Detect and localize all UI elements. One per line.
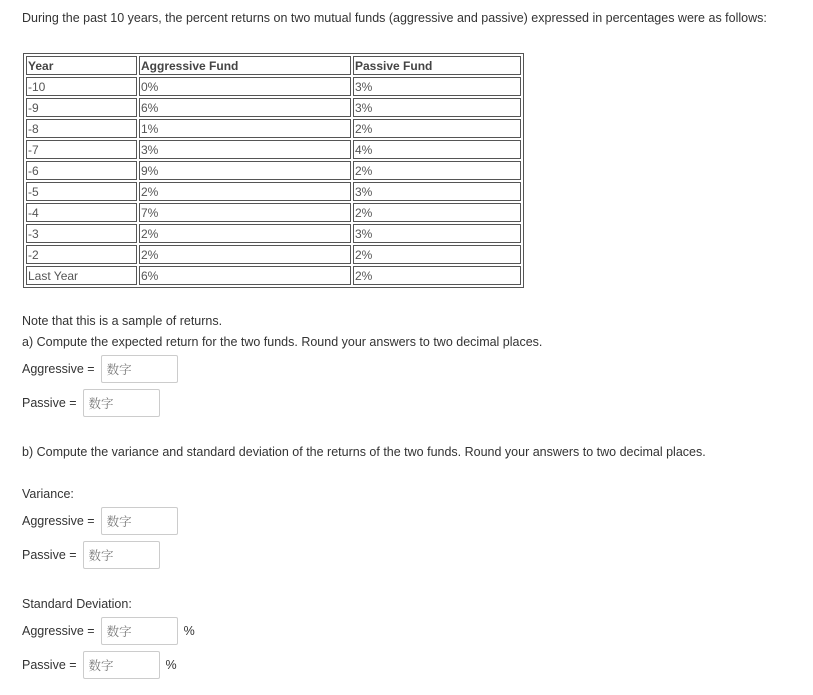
std-aggressive-input[interactable] — [101, 617, 178, 645]
table-row — [26, 203, 521, 222]
header-passive-fund: Passive Fund — [353, 56, 521, 75]
returns-table — [23, 53, 524, 288]
expected-aggressive-input[interactable] — [101, 355, 178, 383]
header-aggressive-fund: Aggressive Fund — [139, 56, 351, 75]
year-cell: -6 — [26, 161, 137, 180]
sample-note: Note that this is a sample of returns. — [22, 314, 223, 328]
passive-cell: 2% — [353, 245, 521, 264]
passive-cell: 4% — [353, 140, 521, 159]
aggressive-cell: 1% — [139, 119, 351, 138]
table-row — [26, 182, 521, 201]
aggressive-cell: 9% — [139, 161, 351, 180]
table-row — [26, 77, 521, 96]
year-cell: -10 — [26, 77, 137, 96]
year-cell: -7 — [26, 140, 137, 159]
year-cell: -5 — [26, 182, 137, 201]
passive-cell: 3% — [353, 77, 521, 96]
year-cell: -9 — [26, 98, 137, 117]
aggressive-cell: 6% — [139, 266, 351, 285]
variance-aggressive-row — [22, 507, 178, 535]
table-row — [26, 161, 521, 180]
expected-aggressive-label: Aggressive = — [22, 362, 95, 376]
std-aggressive-row — [22, 617, 195, 645]
std-heading: Standard Deviation: — [22, 597, 132, 611]
passive-cell: 3% — [353, 224, 521, 243]
passive-cell: 2% — [353, 266, 521, 285]
passive-cell: 2% — [353, 119, 521, 138]
aggressive-cell: 7% — [139, 203, 351, 222]
std-passive-label: Passive = — [22, 658, 77, 672]
table-header-row — [26, 56, 521, 75]
variance-aggressive-label: Aggressive = — [22, 514, 95, 528]
table-row — [26, 119, 521, 138]
year-cell: -4 — [26, 203, 137, 222]
aggressive-cell: 3% — [139, 140, 351, 159]
year-cell: Last Year — [26, 266, 137, 285]
intro-text: During the past 10 years, the percent returns on two mutual funds (aggressive and passive) expressed in percentages were as follows: — [22, 11, 767, 25]
year-cell: -8 — [26, 119, 137, 138]
variance-passive-input[interactable] — [83, 541, 160, 569]
table-row — [26, 266, 521, 285]
expected-passive-input[interactable] — [83, 389, 160, 417]
std-passive-input[interactable] — [83, 651, 160, 679]
year-cell: -2 — [26, 245, 137, 264]
std-passive-row — [22, 651, 177, 679]
table-row — [26, 245, 521, 264]
aggressive-cell: 2% — [139, 245, 351, 264]
expected-aggressive-row — [22, 355, 178, 383]
year-cell: -3 — [26, 224, 137, 243]
std-aggressive-percent-unit: % — [183, 624, 195, 638]
std-aggressive-label: Aggressive = — [22, 624, 95, 638]
std-passive-percent-unit: % — [165, 658, 177, 672]
passive-cell: 3% — [353, 182, 521, 201]
passive-cell: 3% — [353, 98, 521, 117]
variance-passive-label: Passive = — [22, 548, 77, 562]
passive-cell: 2% — [353, 203, 521, 222]
aggressive-cell: 2% — [139, 182, 351, 201]
variance-aggressive-input[interactable] — [101, 507, 178, 535]
expected-passive-row — [22, 389, 160, 417]
table-row — [26, 98, 521, 117]
variance-heading: Variance: — [22, 487, 74, 501]
aggressive-cell: 0% — [139, 77, 351, 96]
variance-passive-row — [22, 541, 160, 569]
table-row — [26, 224, 521, 243]
expected-passive-label: Passive = — [22, 396, 77, 410]
passive-cell: 2% — [353, 161, 521, 180]
table-row — [26, 140, 521, 159]
part-b-prompt: b) Compute the variance and standard deviation of the returns of the two funds. Round your answers to two decimal places. — [22, 445, 706, 459]
part-a-prompt: a) Compute the expected return for the two funds. Round your answers to two decimal places. — [22, 335, 543, 349]
aggressive-cell: 6% — [139, 98, 351, 117]
header-year: Year — [26, 56, 137, 75]
aggressive-cell: 2% — [139, 224, 351, 243]
